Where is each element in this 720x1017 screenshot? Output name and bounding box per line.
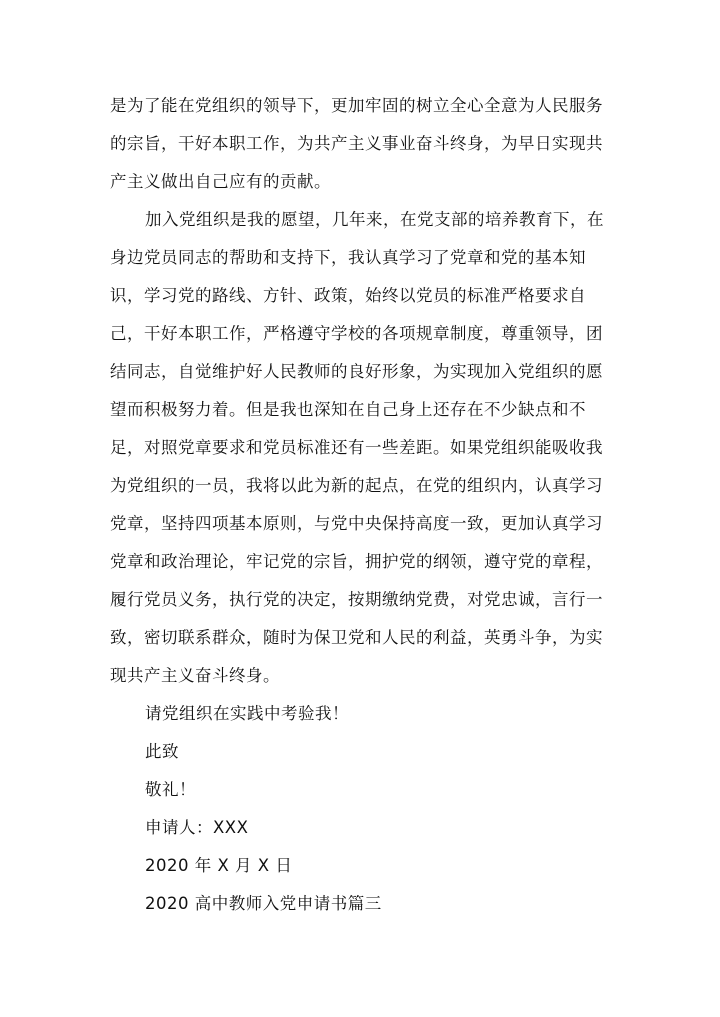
closing-request: 请党组织在实践中考验我！ <box>145 704 349 723</box>
next-section-title: 2020 高中教师入党申请书篇三 <box>145 894 382 913</box>
paragraph-2-line-7: 足，对照党章要求和党员标准还有一些差距。如果党组织能吸收我 <box>110 438 603 457</box>
paragraph-2-line-6: 望而积极努力着。但是我也深知在自己身上还存在不少缺点和不 <box>110 400 586 419</box>
paragraph-1-line-3: 产主义做出自己应有的贡献。 <box>110 172 331 191</box>
salutation-cizhi: 此致 <box>145 742 179 761</box>
salutation-jingli: 敬礼！ <box>145 780 196 799</box>
paragraph-2-line-3: 识，学习党的路线、方针、政策，始终以党员的标准严格要求自 <box>110 286 586 305</box>
paragraph-2-line-5: 结同志，自觉维护好人民教师的良好形象，为实现加入党组织的愿 <box>110 362 603 381</box>
applicant-line: 申请人：XXX <box>145 818 249 837</box>
paragraph-2-line-13: 现共产主义奋斗终身。 <box>110 666 280 685</box>
paragraph-2-line-9: 党章，坚持四项基本原则，与党中央保持高度一致，更加认真学习 <box>110 514 603 533</box>
paragraph-1-line-2: 的宗旨，干好本职工作，为共产主义事业奋斗终身，为早日实现共 <box>110 134 603 153</box>
paragraph-2-line-1: 加入党组织是我的愿望，几年来，在党支部的培养教育下，在 <box>145 210 604 229</box>
paragraph-2-line-11: 履行党员义务，执行党的决定，按期缴纳党费，对党忠诚，言行一 <box>110 590 603 609</box>
paragraph-2-line-4: 己，干好本职工作，严格遵守学校的各项规章制度，尊重领导，团 <box>110 324 603 343</box>
paragraph-2-line-12: 致，密切联系群众，随时为保卫党和人民的利益，英勇斗争，为实 <box>110 628 603 647</box>
paragraph-2-line-2: 身边党员同志的帮助和支持下，我认真学习了党章和党的基本知 <box>110 248 586 267</box>
paragraph-1-line-1: 是为了能在党组织的领导下，更加牢固的树立全心全意为人民服务 <box>110 96 603 115</box>
paragraph-2-line-8: 为党组织的一员，我将以此为新的起点，在党的组织内，认真学习 <box>110 476 603 495</box>
date-line: 2020 年 X 月 X 日 <box>145 856 293 875</box>
paragraph-2-line-10: 党章和政治理论，牢记党的宗旨，拥护党的纲领，遵守党的章程， <box>110 552 603 571</box>
